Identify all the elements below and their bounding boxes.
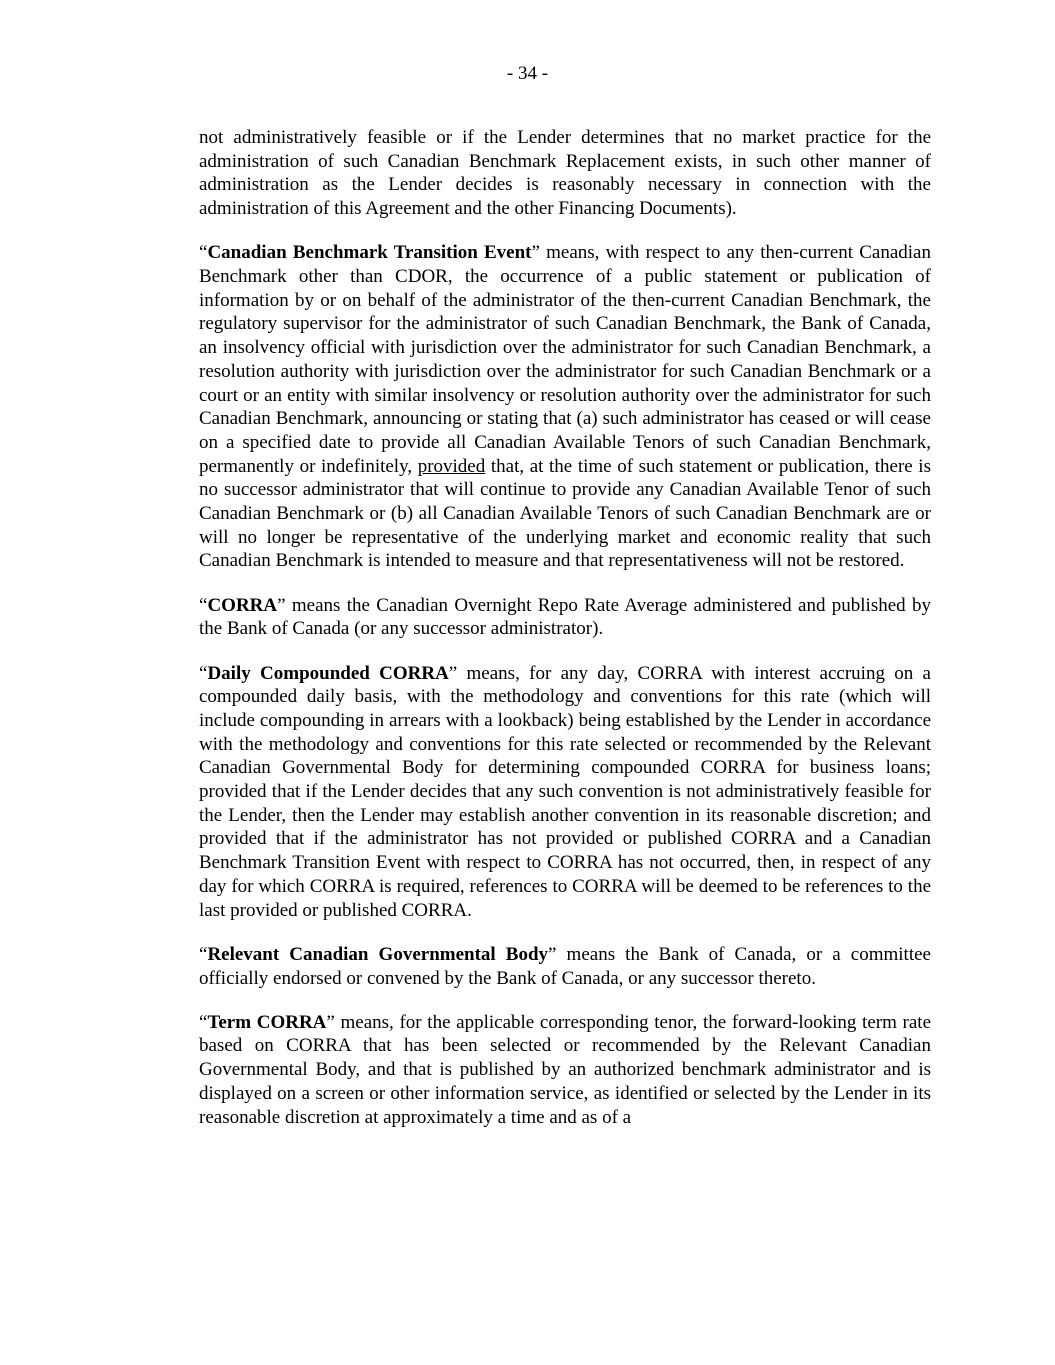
paragraph-text: not administratively feasible or if the Lender determines that no market practice for the administration of such Canadian Benchmark Replacement exists, in such other manner of administration as the Lender decides is reasonably necessary in connection with the administration of this Agreement and the other Financing Documents).: [199, 127, 931, 220]
definition-canadian-benchmark-transition-event: [199, 241, 931, 573]
open-quote: “: [199, 242, 208, 264]
defined-term: Relevant Canadian Governmental Body: [207, 943, 549, 965]
open-quote: “: [199, 1011, 208, 1033]
underlined-word: provided: [417, 455, 486, 477]
definition-text: means the Bank of Canada, or a committee officially endorsed or convened by the Bank of Canada, or any successor thereto.: [199, 943, 931, 989]
defined-term: Canadian Benchmark Transition Event: [207, 242, 532, 264]
paragraph-continuation: [199, 126, 931, 221]
definition-relevant-canadian-governmental-body: [199, 943, 931, 990]
definition-term-corra: [199, 1011, 931, 1130]
open-quote: “: [199, 594, 208, 616]
page-number: - 34 -: [506, 63, 549, 84]
definition-corra: [199, 594, 931, 641]
definition-daily-compounded-corra: [199, 662, 931, 923]
definition-text: means, with respect to any then-current Canadian Benchmark other than CDOR, the occurrence of a public statement or publication of information by or on behalf of the administrator of the then-current Canadian Benchmark, the regulatory supervisor for the administrator of such Canadian Benchmark, the Bank of Canada, an insolvency official with jurisdiction over the administrator for such Canadian Benchmark, a resolution authority with jurisdiction over the administrator for such Canadian Benchmark or a court or an entity with similar insolvency or resolution authority over the administrator for such Canadian Benchmark, announcing or stating that (a) such administrator has ceased or will cease on a specified date to provide all Canadian Available Tenors of such Canadian Benchmark, permanently or indefinitely,: [199, 242, 931, 477]
open-quote: “: [199, 943, 208, 965]
defined-term: Term CORRA: [207, 1011, 327, 1033]
definition-text: means, for the applicable corresponding tenor, the forward-looking term rate based on CORRA that has been selected or recommended by the Relevant Canadian Governmental Body, and that is published by an authorized benchmark administrator and is displayed on a screen or other information service, as identified or selected by the Lender in its reasonable discretion at approximately a time and as of a: [199, 1011, 932, 1128]
defined-term: Daily Compounded CORRA: [207, 662, 449, 684]
close-quote: ”: [531, 242, 540, 264]
close-quote: ”: [448, 662, 458, 684]
definition-text-continued: that, at the time of such statement or publication, there is no successor administrator that will continue to provide any Canadian Available Tenor of such Canadian Benchmark or (b) all Canadian Available Tenors of such Canadian Benchmark are or will no longer be representative of the underlying market and economic reality that such Canadian Benchmark is intended to measure and that representativeness will not be restored.: [199, 455, 931, 572]
document-body: [199, 126, 931, 1150]
definition-text: means the Canadian Overnight Repo Rate Average administered and published by the Bank of Canada (or any successor administrator).: [199, 594, 931, 640]
close-quote: ”: [326, 1011, 335, 1033]
defined-term: CORRA: [207, 594, 278, 616]
definition-text: means, for any day, CORRA with interest accruing on a compounded daily basis, with the methodology and conventions for this rate (which will include compounding in arrears with a lookback) being established by the Lender in accordance with the methodology and conventions for this rate selected or recommended by the Relevant Canadian Governmental Body for determining compounded CORRA for business loans; provided that if the Lender decides that any such convention is not administratively feasible for the Lender, then the Lender may establish another convention in its reasonable discretion; and provided that if the administrator has not provided or published CORRA and a Canadian Benchmark Transition Event with respect to CORRA has not occurred, then, in respect of any day for which CORRA is required, references to CORRA will be deemed to be references to the last provided or published CORRA.: [199, 662, 931, 921]
close-quote: ”: [277, 594, 286, 616]
close-quote: ”: [548, 943, 557, 965]
open-quote: “: [199, 662, 208, 684]
